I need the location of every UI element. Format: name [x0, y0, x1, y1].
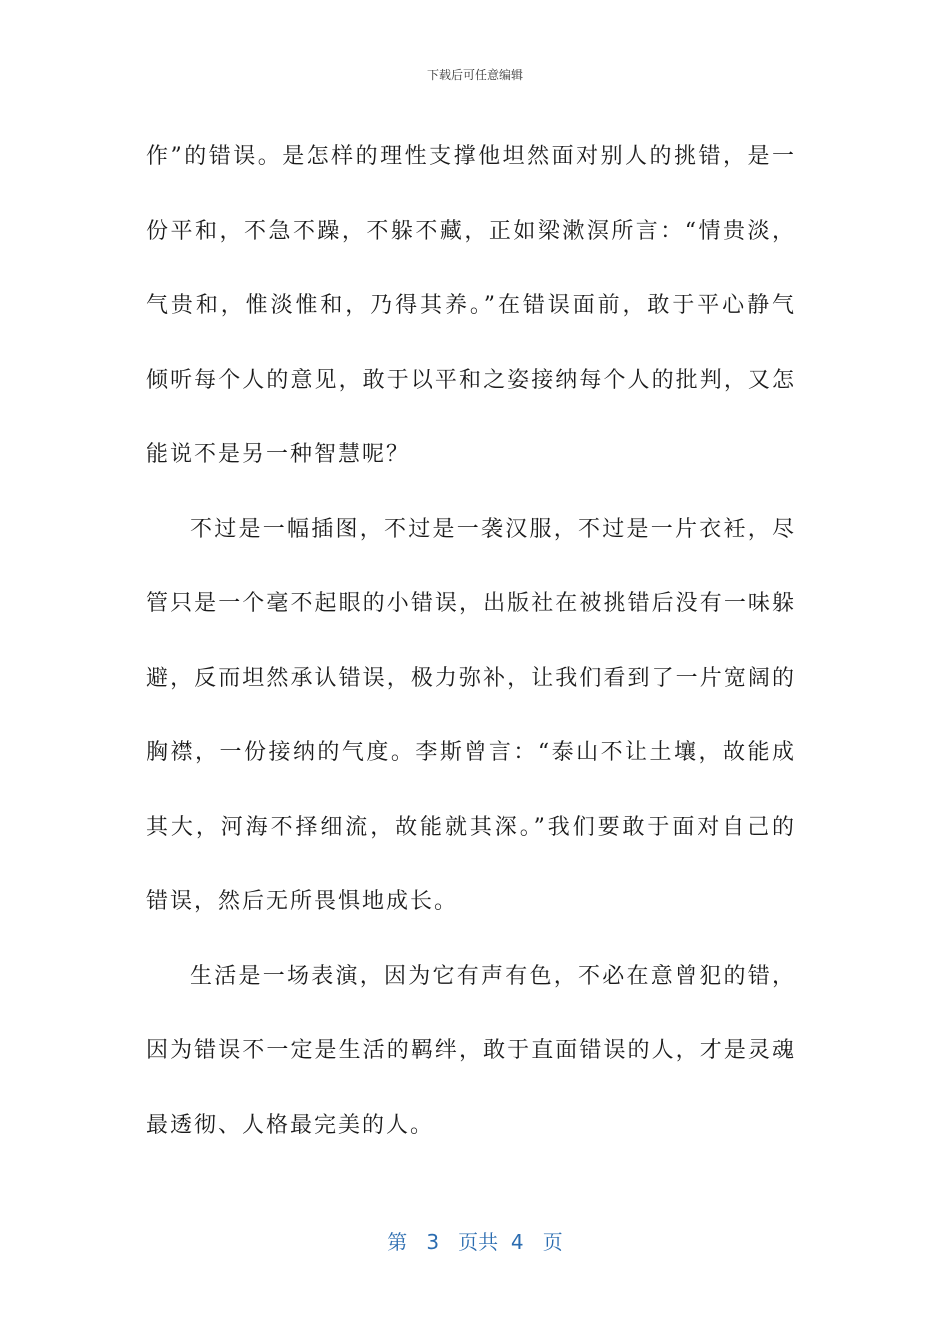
header-note: 下载后可任意编辑 — [426, 68, 523, 82]
footer-page-number: 3 — [426, 1230, 440, 1254]
paragraph-continuation: 作”的错误。是怎样的理性支撑他坦然面对别人的挑错，是一份平和，不急不躁，不躲不藏，正如梁漱溟所言：“情贵淡，气贵和，惟淡惟和，乃得其养。”在错误面前，敢于平心静气倾听每个人的意见，敢于以平和之姿接纳每个人的批判，又怎能说不是另一种智慧呢？ — [146, 144, 796, 467]
footer-middle: 页共 — [458, 1230, 499, 1254]
paragraph: 不过是一幅插图，不过是一袭汉服，不过是一片衣衽，尽管只是一个毫不起眼的小错误，出版社在被挑错后没有一味躲避，反而坦然承认错误，极力弥补，让我们看到了一片宽阔的胸襟，一份接纳的气度。李斯曾言：“泰山不让土壤，故能成其大，河海不择细流，故能就其深。”我们要敢于面对自己的错误，然后无所畏惧地成长。 — [146, 516, 796, 914]
footer-prefix: 第 — [387, 1230, 408, 1254]
body-text — [146, 120, 796, 1163]
footer-suffix: 页 — [542, 1230, 563, 1254]
page-footer — [0, 1226, 950, 1255]
footer-total-pages: 4 — [510, 1230, 524, 1254]
paragraph: 生活是一场表演，因为它有声有色，不必在意曾犯的错，因为错误不一定是生活的羁绊，敢于直面错误的人，才是灵魂最透彻、人格最完美的人。 — [146, 963, 796, 1138]
